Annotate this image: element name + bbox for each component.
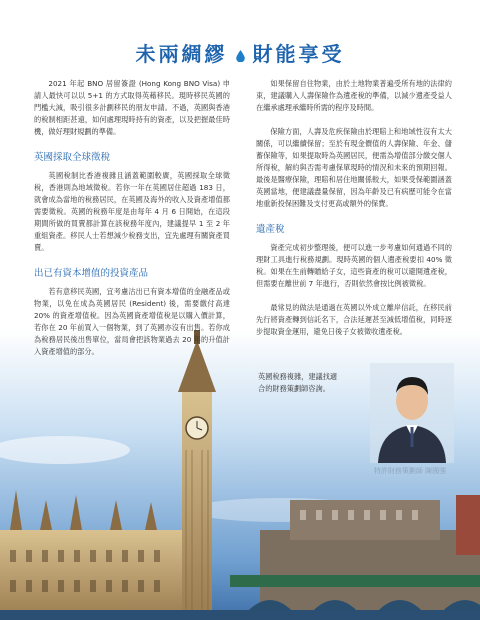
section-heading-capital-gains: 出已有資本增值的投資產品: [34, 268, 149, 279]
section-heading-global-tax: 英國採取全球徵稅: [34, 152, 111, 163]
water-drop-icon: [236, 50, 245, 62]
advisor-note: 英國稅務複雜，建議找適合的財務策劃師咨詢。: [258, 372, 338, 393]
section-heading-inheritance-tax: 遺產稅: [256, 224, 285, 235]
title-part1: 未兩綢繆: [135, 42, 228, 66]
advisor-caption: 特許財務策劃師 陳國強: [373, 467, 447, 475]
insurance-paragraph: 保險方面，人壽及危疾保險由於理賠上和地域性沒有太大關係，可以繼續保留；至於有現金價值的人壽保險、年金、儲蓄保險等，如果提取時為英國居民，便需為增值部分繳交個人所得稅，解約與否需考慮保單現時的情況和未來的預期回報。最後是醫療保險，理賠和居住地關係較大，如果受保範圍涵蓋英國當地，便建議盡量保留，因為年齡及已有病歷可能令在當地重新投保困難及支付更高或額外的保費。: [256, 127, 452, 208]
inheritance-paragraph: 資產完成初步整理後，便可以進一步考慮如何通過不同的理財工具進行稅務規劃。現時英國的個人遺產稅要扣 40% 徵稅。如果在生前轉贈給子女，這些資產的稅可以避開遺產稅，但需要在離世前 7 年進行，否則依然會按比例被徵稅。: [256, 243, 452, 288]
right-column: [256, 78, 452, 350]
left-column: [34, 78, 230, 370]
page-title: [0, 38, 480, 67]
title-part2: 財能享受: [252, 42, 345, 66]
advisor-photo: [370, 363, 454, 463]
trust-paragraph: 最常見的做法是通過在英國以外成立離岸信託，在移民前先行將資產轉到信託名下，合法延遲甚至減低增值稅，同時逐步提取資金運用，避免日後子女被徵收遺產稅。: [256, 303, 452, 336]
global-tax-paragraph: 英國稅制比香港複雜且涵蓋範圍較廣，英國採取全球徵稅，香港則為地域徵稅。若你一年在英國居住超過 183 日，就會成為當地的稅務居民，在英國及海外的收入及資產增值都需要徵稅。英國的稅務年度是由每年 4 月 6 日開始，在這段期間所做的買賣都計算在該稅務年度內，建議提早 1 至 2 年重組資產。移民人士若想減少稅務支出，宜先處理有關資產買賣。: [34, 171, 230, 252]
intro-paragraph: 2021 年起 BNO 居留簽證 (Hong Kong BNO Visa) 申請人最快可以以 5+1 的方式取得英藉移民。現時移民英國的門檻大減，吸引很多計劃移民的朋友申請。不過，英國與香港的稅制相距甚遠，如何處理現時持有的資產，以及把握最佳時機，做好理財規劃的準備。: [34, 79, 230, 136]
property-paragraph: 如果保留自住物業，由於土地物業普遍受所有地的法律約束，建議購入人壽保險作為遺產稅的準備，以減少遺產受益人在繼承處理承繼時所需的程序及時間。: [256, 79, 452, 112]
capital-gains-paragraph: 若有意移民英國，宜考慮沽出已有資本增值的金融產品或物業，以免在成為英國居民 (Resident) 後，需要繳付高達 20% 的資產增值稅。因為英國資產增值稅是以購入價計算，若你在 20 年前買入一個物業，到了英國亦沒有出售。若你成為稅務居民後出售單位，當局會把該物業過去 20 年的升值計入資產增值的部分。: [34, 287, 230, 356]
